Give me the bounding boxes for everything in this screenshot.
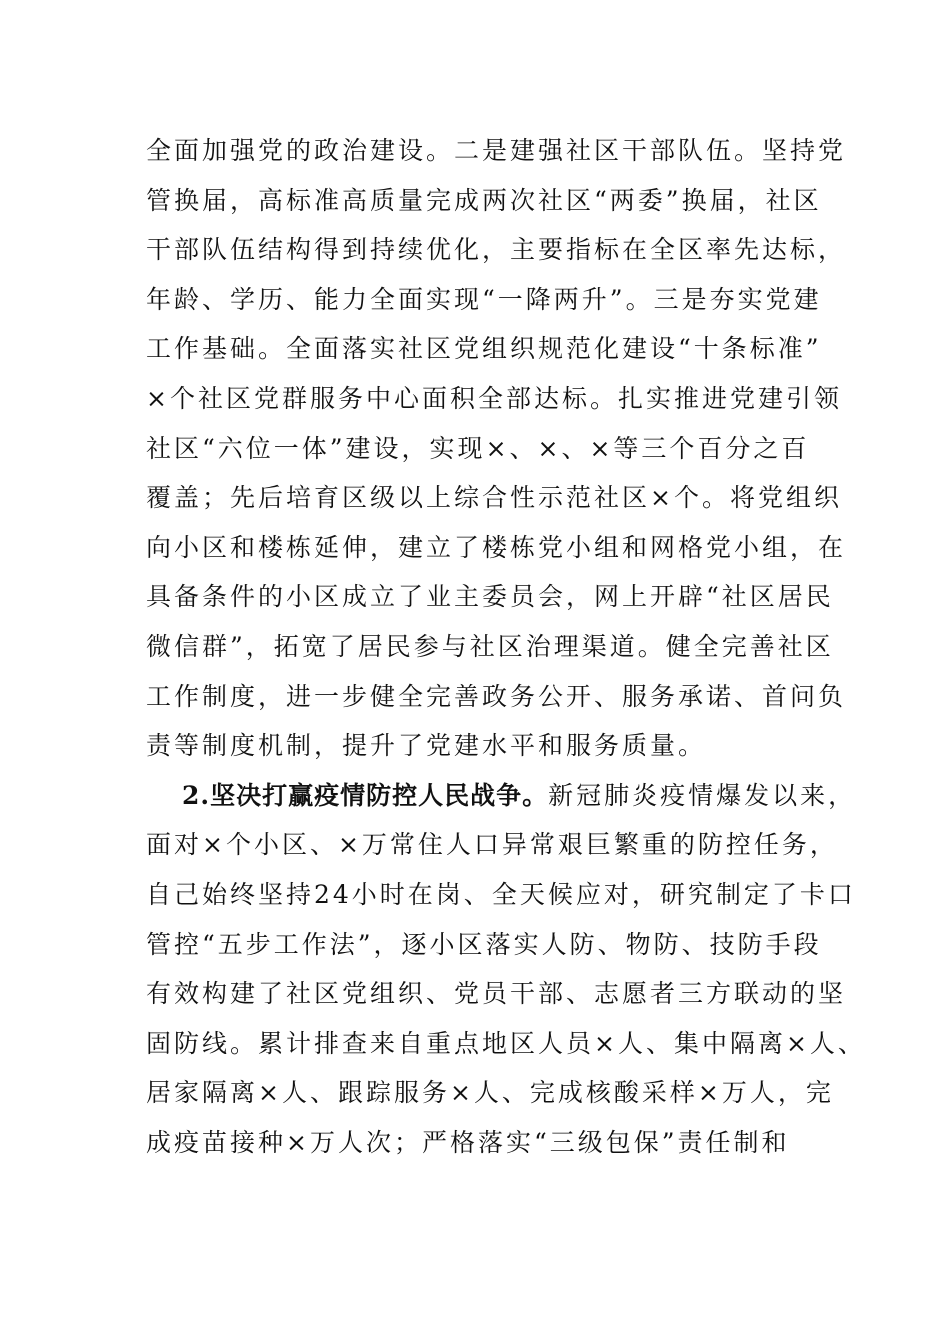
text-line: 成疫苗接种×万人次；严格落实“三级包保”责任制和 [146,1127,790,1157]
text-line: 覆盖；先后培育区级以上综合性示范社区×个。将党组织 [146,483,842,513]
text-line: 向小区和楼栋延伸，建立了楼栋党小组和网格党小组，在 [146,532,847,562]
text-line: 责等制度机制，提升了党建水平和服务质量。 [146,731,707,761]
text-line: 有效构建了社区党组织、党员干部、志愿者三方联动的坚 [146,979,847,1009]
text-line: 居家隔离×人、跟踪服务×人、完成核酸采样×万人，完 [146,1078,834,1108]
text-line: 具备条件的小区成立了业主委员会，网上开辟“社区居民 [146,582,834,612]
body-text [146,126,866,1167]
text-line: 管控“五步工作法”，逐小区落实人防、物防、技防手段 [146,929,822,959]
section-heading: 2.坚决打赢疫情防控人民战争。 [182,780,549,810]
text-line: 工作制度，进一步健全完善政务公开、服务承诺、首问负 [146,681,847,711]
text-line: ×个社区党群服务中心面积全部达标。扎实推进党建引领 [146,383,842,413]
text-line: 管换届，高标准高质量完成两次社区“两委”换届，社区 [146,185,822,215]
text-line: 干部队伍结构得到持续优化，主要指标在全区率先达标， [146,235,847,265]
text-line: 自己始终坚持24小时在岗、全天候应对，研究制定了卡口 [146,879,856,909]
text-span: 新冠肺炎疫情爆发以来， [548,780,857,810]
text-line: 全面加强党的政治建设。二是建强社区干部队伍。坚持党 [146,136,847,165]
paragraph-first-line [146,771,857,821]
text-line: 固防线。累计排查来自重点地区人员×人、集中隔离×人、 [146,1028,866,1058]
text-line: 微信群”，拓宽了居民参与社区治理渠道。健全完善社区 [146,631,834,661]
text-line: 社区“六位一体”建设，实现×、×、×等三个百分之百 [146,433,810,463]
text-line: 年龄、学历、能力全面实现“一降两升”。三是夯实党建 [146,284,822,314]
text-line: 面对×个小区、×万常住人口异常艰巨繁重的防控任务， [146,830,838,860]
text-line: 工作基础。全面落实社区党组织规范化建设“十条标准” [146,334,822,364]
